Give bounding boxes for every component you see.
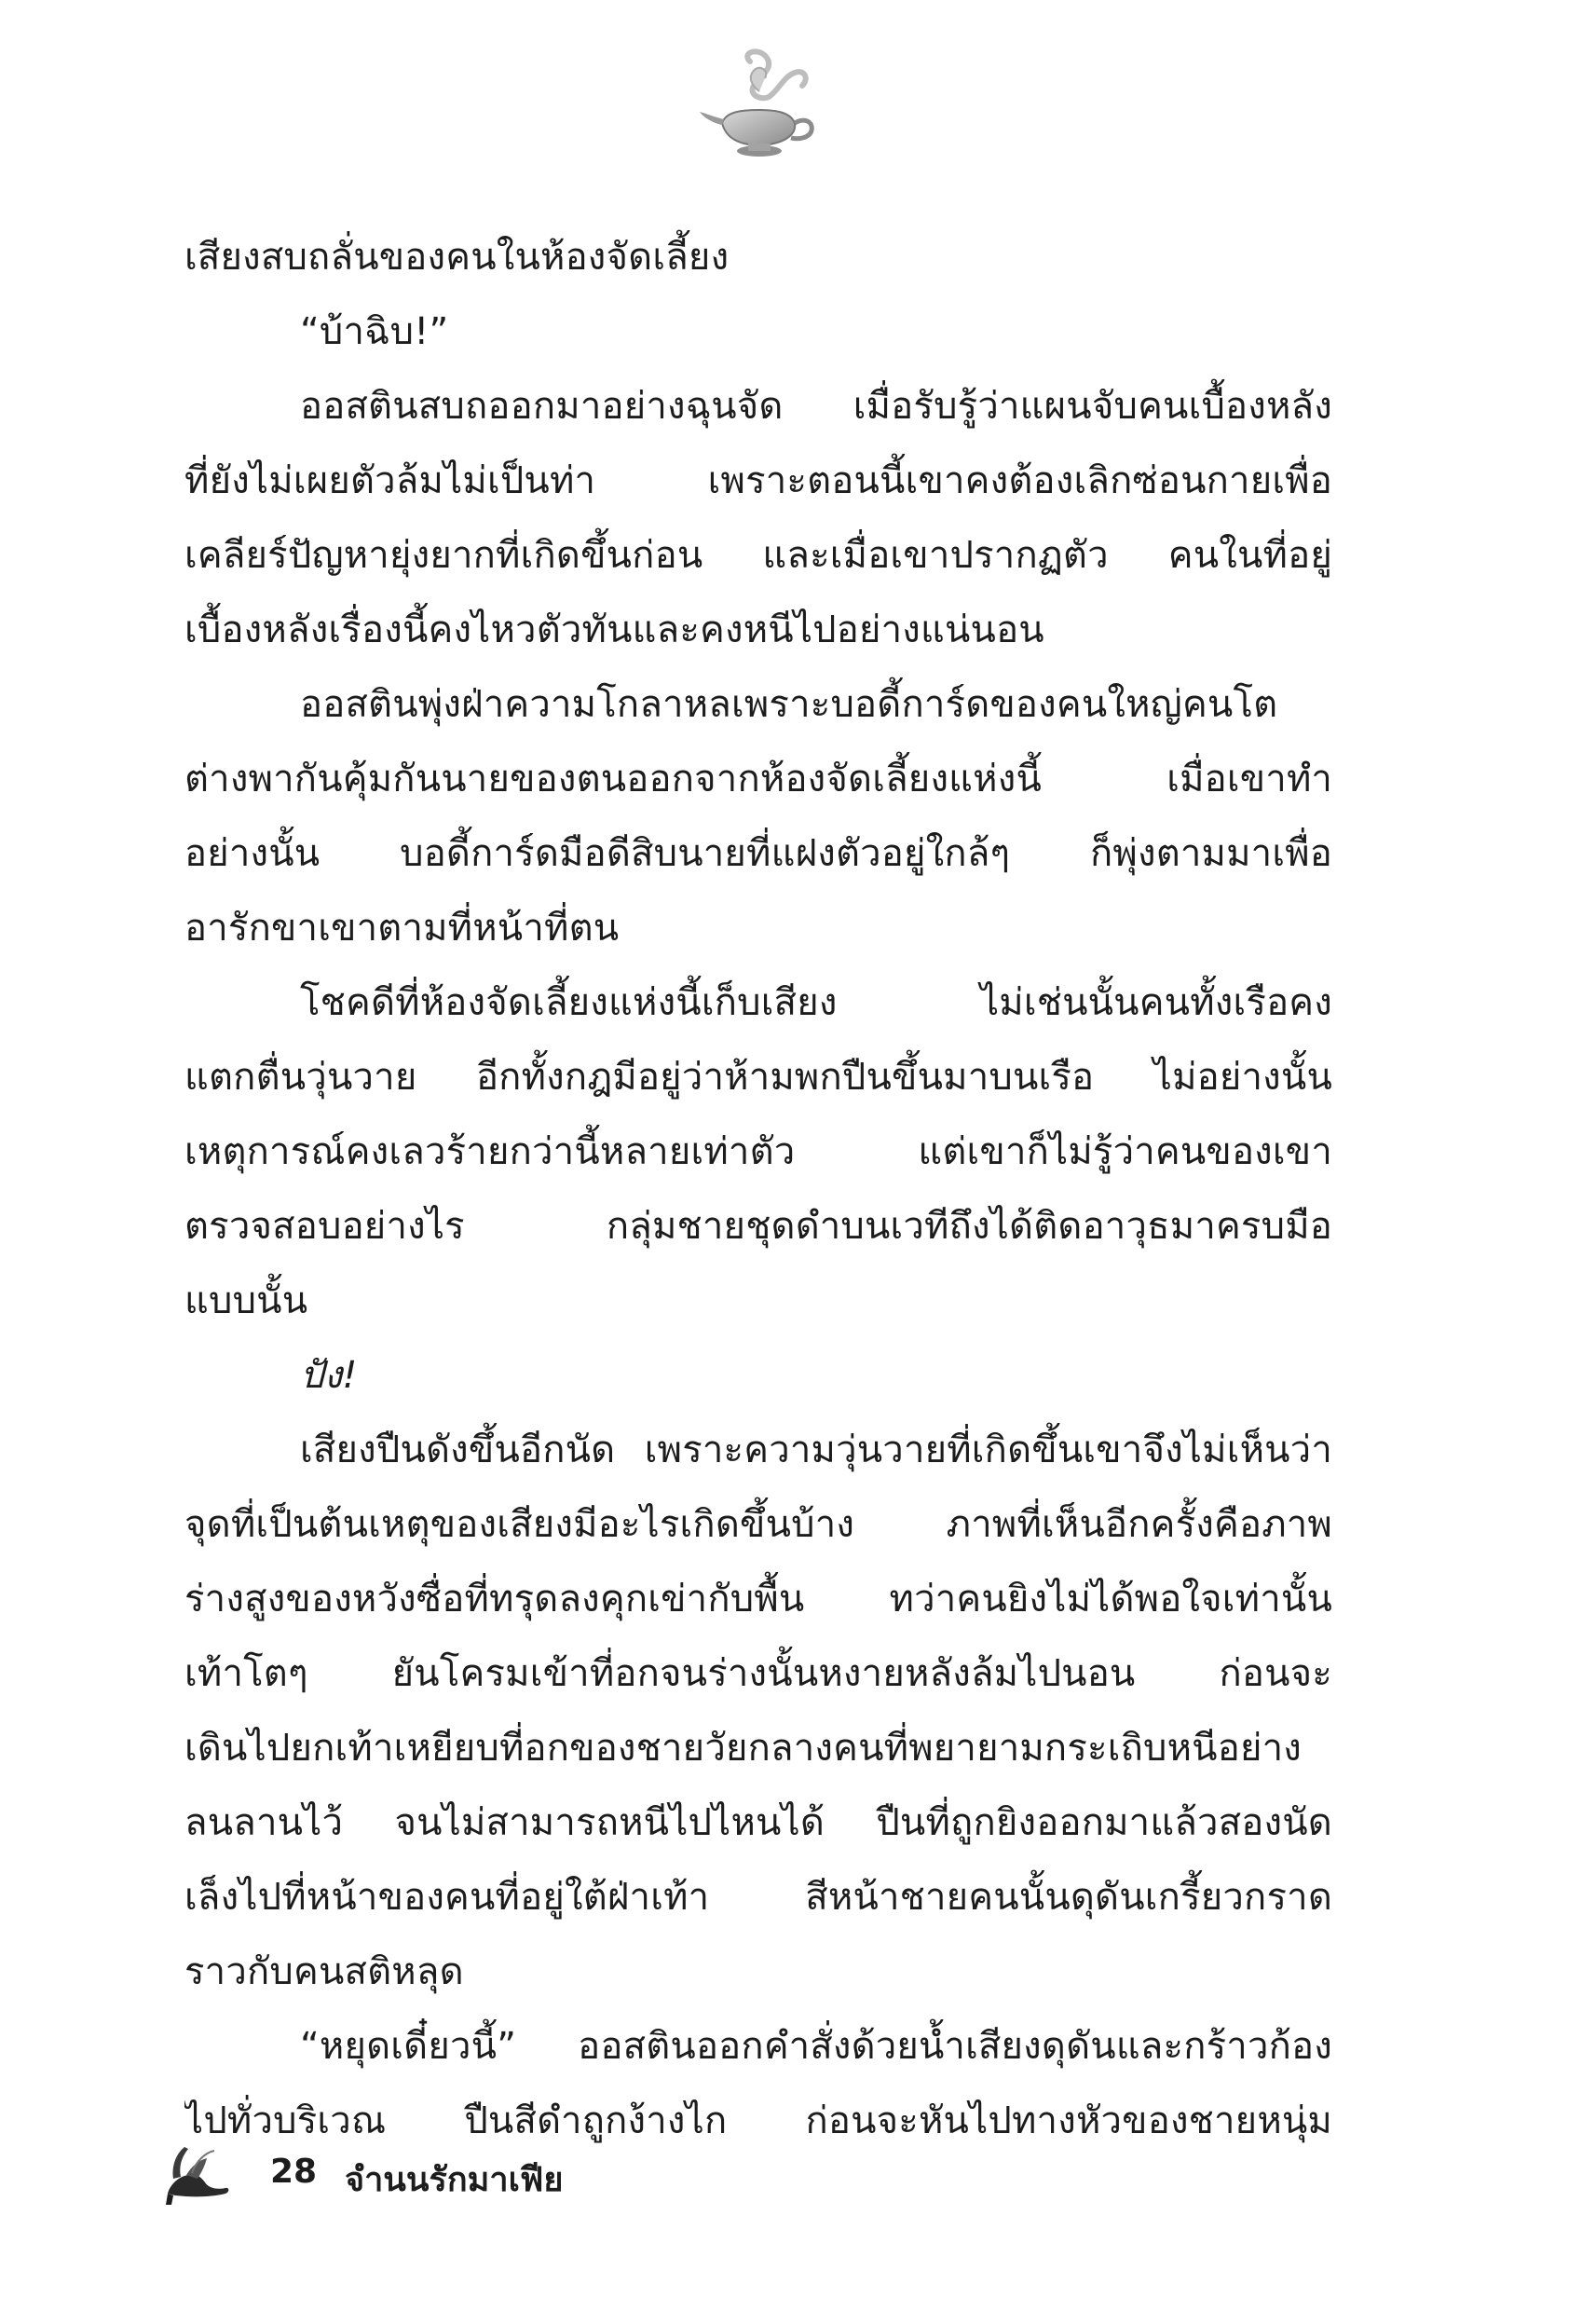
text-line: เหตุการณ์คงเลวร้ายกว่านี้หลายเท่าตัว แต่เขาก็ไม่รู้ว่าคนของเขา [184,1130,1332,1173]
page-footer [164,2140,816,2205]
genie-lamp-icon [694,48,825,165]
page-number: 28 [270,2153,318,2191]
text-line: “บ้าฉิบ!” [300,310,449,353]
text-line: เดินไปยกเท้าเหยียบที่อกของชายวัยกลางคนที่พยายามกระเถิบหนีอย่าง [184,1727,1302,1770]
text-line: ปัง! [300,1354,358,1397]
text-line: ออสตินสบถออกมาอย่างฉุนจัด เมื่อรับรู้ว่าแผนจับคนเบื้องหลัง [300,385,1332,428]
book-title: จำนนรักมาเฟีย [345,2161,564,2199]
text-line: เล็งไปที่หน้าของคนที่อยู่ใต้ฝ่าเท้า สีหน้าชายคนนั้นดุดันเกรี้ยวกราด [184,1876,1332,1919]
text-line: แบบนั้น [184,1279,308,1322]
text-line: อย่างนั้น บอดี้การ์ดมือดีสิบนายที่แฝงตัวอยู่ใกล้ๆ ก็พุ่งตามมาเพื่อ [184,832,1332,875]
text-line: ต่างพากันคุ้มกันนายของตนออกจากห้องจัดเลี้ยงแห่งนี้ เมื่อเขาทำ [184,758,1332,800]
text-line: ร่างสูงของหวังซื่อที่ทรุดลงคุกเข่ากับพื้น ทว่าคนยิงไม่ได้พอใจเท่านั้น [184,1578,1332,1620]
text-line: ที่ยังไม่เผยตัวล้มไม่เป็นท่า เพราะตอนนี้เขาคงต้องเลิกซ่อนกายเพื่อ [184,459,1332,502]
text-line: จุดที่เป็นต้นเหตุของเสียงมีอะไรเกิดขึ้นบ้าง ภาพที่เห็นอีกครั้งคือภาพ [184,1503,1332,1546]
text-line: เคลียร์ปัญหายุ่งยากที่เกิดขึ้นก่อน และเมื่อเขาปรากฏตัว คนในที่อยู่ [184,534,1332,577]
text-line: โชคดีที่ห้องจัดเลี้ยงแห่งนี้เก็บเสียง ไม่เช่นนั้นคนทั้งเรือคง [300,981,1332,1024]
text-line: เสียงปืนดังขึ้นอีกนัด เพราะความวุ่นวายที่เกิดขึ้นเขาจึงไม่เห็นว่า [300,1429,1332,1471]
body-text [184,220,1332,2158]
text-line: เบื้องหลังเรื่องนี้คงไหวตัวทันและคงหนีไปอย่างแน่นอน [184,609,1044,651]
text-line: เท้าโตๆ ยันโครมเข้าที่อกจนร่างนั้นหงายหลังล้มไปนอน ก่อนจะ [184,1652,1332,1695]
high-heel-shoe-icon [164,2140,231,2205]
text-line: เสียงสบถลั่นของคนในห้องจัดเลี้ยง [184,236,730,279]
text-line: ราวกับคนสติหลุด [184,1950,464,1993]
text-line: ออสตินพุ่งฝ่าความโกลาหลเพราะบอดี้การ์ดของคนใหญ่คนโต [300,683,1278,726]
text-line: ไปทั่วบริเวณ ปืนสีดำถูกง้างไก ก่อนจะหันไปทางหัวของชายหนุ่ม [184,2099,1332,2142]
text-line: แตกตื่นวุ่นวาย อีกทั้งกฎมีอยู่ว่าห้ามพกปืนขึ้นมาบนเรือ ไม่อย่างนั้น [184,1056,1332,1099]
text-line: “หยุดเดี๋ยวนี้” ออสตินออกคำสั่งด้วยน้ำเสียงดุดันและกร้าวก้อง [300,2025,1332,2068]
text-line: อารักขาเขาตามที่หน้าที่ตน [184,907,620,950]
text-line: ตรวจสอบอย่างไร กลุ่มชายชุดดำบนเวทีถึงได้ติดอาวุธมาครบมือ [184,1205,1332,1248]
text-line: ลนลานไว้ จนไม่สามารถหนีไปไหนได้ ปืนที่ถูกยิงออกมาแล้วสองนัด [184,1801,1332,1844]
